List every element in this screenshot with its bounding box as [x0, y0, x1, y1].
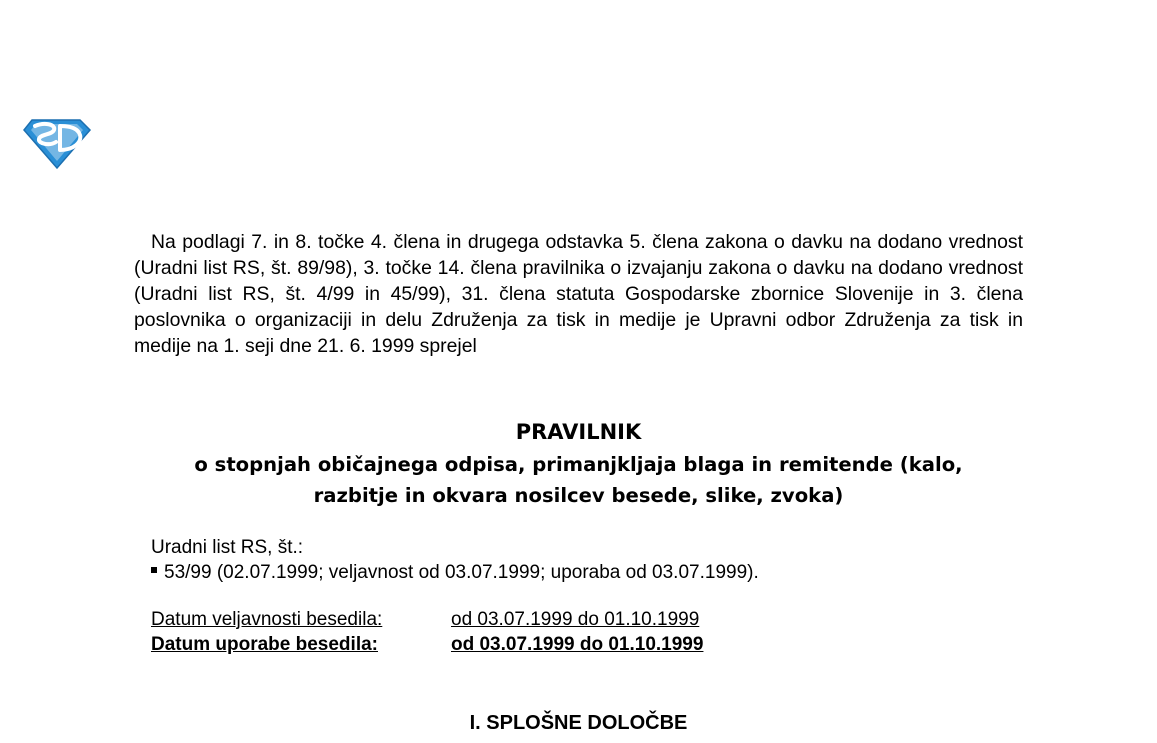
usage-value: od 03.07.1999 do 01.10.1999: [451, 634, 704, 655]
section-heading: I. SPLOŠNE DOLOČBE: [469, 712, 688, 734]
sd-shield-logo-icon: [22, 116, 92, 170]
bullet-icon: [151, 567, 157, 573]
usage-label: Datum uporabe besedila:: [151, 634, 378, 655]
gazette-entry-text: 53/99 (02.07.1999; veljavnost od 03.07.1999; uporaba od 03.07.1999).: [164, 562, 759, 583]
validity-value: od 03.07.1999 do 01.10.1999: [451, 609, 700, 630]
gazette-entry[interactable]: [151, 560, 759, 585]
document-subtitle: [134, 449, 1023, 511]
gazette-label: Uradni list RS, št.:: [151, 537, 304, 558]
subtitle-line-2: razbitje in okvara nosilcev besede, slike, zvoka): [313, 484, 844, 507]
document-title: PRAVILNIK: [515, 420, 642, 444]
validity-label: Datum veljavnosti besedila:: [151, 609, 383, 630]
subtitle-line-1: o stopnjah običajnega odpisa, primanjkljaja blaga in remitende (kalo,: [194, 453, 963, 476]
preamble-paragraph: Na podlagi 7. in 8. točke 4. člena in drugega odstavka 5. člena zakona o davku na dodano vrednost (Uradni list RS, št. 89/98), 3. točke 14. člena pravilnika o izvajanju zakona o davku na dodano vrednost (Uradni list RS, št. 4/99 in 45/99), 31. člena statuta Gospodarske zbornice Slovenije in 3. člena poslovnika o organizaciji in delu Združenja za tisk in medije je Upravni odbor Združenja za tisk in medije na 1. seji dne 21. 6. 1999 sprejel: [134, 231, 1023, 357]
